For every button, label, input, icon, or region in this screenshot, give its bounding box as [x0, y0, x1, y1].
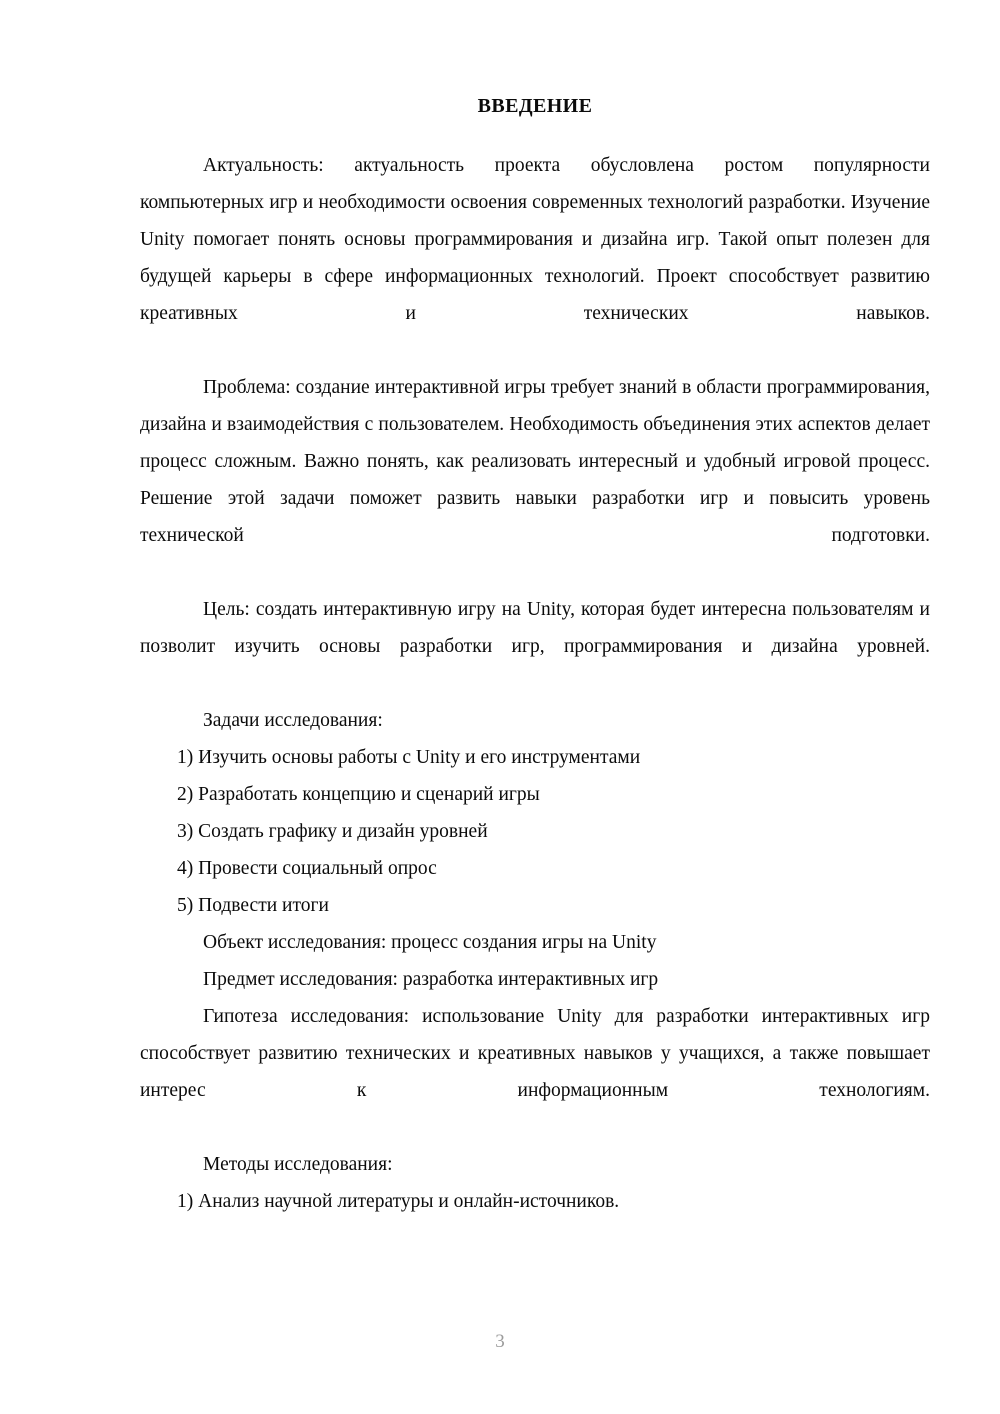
- page-number: 3: [495, 1331, 505, 1352]
- tasks-list: [140, 739, 930, 924]
- methods-heading: Методы исследования:: [203, 1154, 393, 1175]
- list-item: 3) Создать графику и дизайн уровней: [177, 821, 488, 842]
- list-item: 5) Подвести итоги: [177, 895, 329, 916]
- paragraph-relevance: Актуальность: актуальность проекта обусловлена ростом популярности компьютерных игр и необходимости освоения современных технологий разработки. Изучение Unity помогает понять основы программирования и дизайна игр. Такой опыт полезен для будущей карьеры в сфере информационных технологий. Проект способствует развитию креативных и технических навыков.: [140, 155, 930, 324]
- list-item: 2) Разработать концепцию и сценарий игры: [177, 784, 540, 805]
- methods-list: [140, 1183, 930, 1220]
- research-subject: Предмет исследования: разработка интерактивных игр: [203, 969, 659, 990]
- paragraph-problem: Проблема: создание интерактивной игры требует знаний в области программирования, дизайна и взаимодействия с пользователем. Необходимость объединения этих аспектов делает процесс сложным. Важно понять, как реализовать интересный и удобный игровой процесс. Решение этой задачи поможет развить навыки разработки игр и повысить уровень технической подготовки.: [140, 377, 930, 546]
- research-object: Объект исследования: процесс создания игры на Unity: [203, 932, 657, 953]
- list-item: 4) Провести социальный опрос: [177, 858, 437, 879]
- paragraph-goal: Цель: создать интерактивную игру на Unity, которая будет интересна пользователям и позволит изучить основы разработки игр, программирования и дизайна уровней.: [140, 599, 930, 657]
- tasks-heading: Задачи исследования:: [203, 710, 383, 731]
- page-title: ВВЕДЕНИЕ: [477, 95, 593, 117]
- list-item: 1) Изучить основы работы с Unity и его инструментами: [177, 747, 641, 768]
- paragraph-hypothesis: Гипотеза исследования: использование Unity для разработки интерактивных игр способствует развитию технических и креативных навыков у учащихся, а также повышает интерес к информационным технологиям.: [140, 1006, 930, 1101]
- list-item: 1) Анализ научной литературы и онлайн-источников.: [177, 1191, 620, 1212]
- page-content: [140, 88, 930, 1220]
